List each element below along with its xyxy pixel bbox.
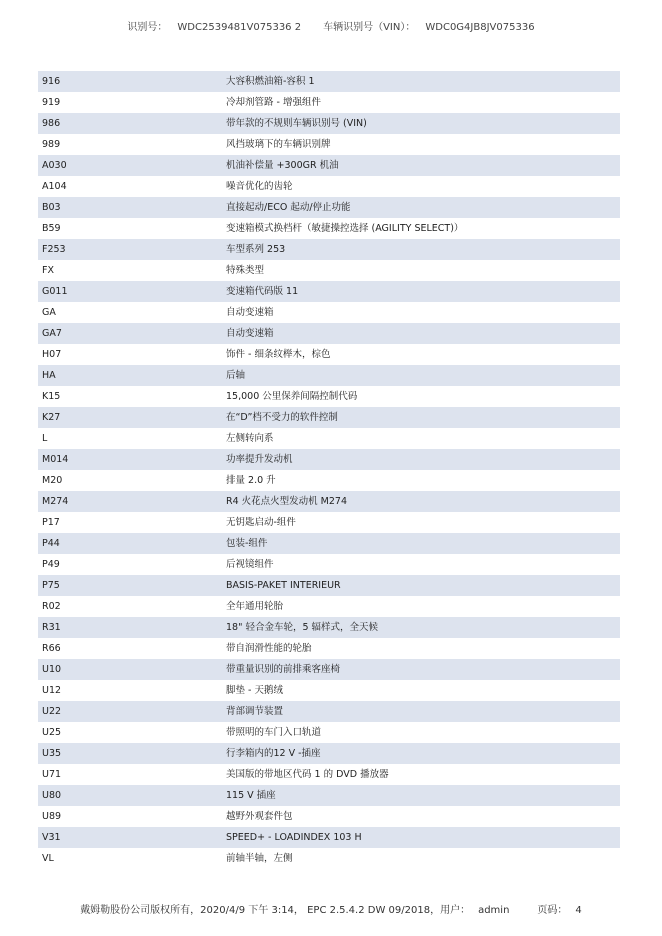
option-code: F253 [42, 244, 66, 255]
option-code: B59 [42, 223, 61, 234]
option-code: H07 [42, 349, 62, 360]
option-description: 冷却剂管路 - 增强组件 [226, 97, 321, 108]
table-row [38, 533, 620, 554]
table-row [38, 638, 620, 659]
option-code: U71 [42, 769, 62, 780]
table-row [38, 92, 620, 113]
option-code: FX [42, 265, 54, 276]
option-description: 带照明的车门入口轨道 [226, 727, 322, 738]
option-code: R66 [42, 643, 61, 654]
option-description: 风挡玻璃下的车辆识别牌 [226, 139, 331, 150]
option-description: 越野外观套件包 [226, 811, 293, 822]
option-description: 大容积燃油箱-容积 1 [226, 76, 315, 87]
vin-value: WDC0G4JB8JV075336 [425, 22, 535, 33]
option-code-table [38, 71, 620, 869]
option-description: 车型系列 253 [226, 244, 286, 255]
option-description: 左侧转向系 [226, 433, 274, 444]
table-row [38, 722, 620, 743]
table-row [38, 491, 620, 512]
table-row [38, 827, 620, 848]
option-code: 989 [42, 139, 61, 150]
option-description: 行李箱内的12 V -插座 [226, 748, 321, 759]
table-row [38, 281, 620, 302]
table-row [38, 512, 620, 533]
option-code: U89 [42, 811, 62, 822]
table-row [38, 680, 620, 701]
option-code: P17 [42, 517, 60, 528]
option-description: 15,000 公里保养间隔控制代码 [226, 391, 358, 402]
option-code: GA7 [42, 328, 62, 339]
option-code: U35 [42, 748, 62, 759]
table-row [38, 848, 620, 869]
option-description: 变速箱代码版 11 [226, 286, 299, 297]
table-row [38, 113, 620, 134]
option-code: V31 [42, 832, 61, 843]
table-row [38, 428, 620, 449]
table-row [38, 155, 620, 176]
table-row [38, 554, 620, 575]
table-row [38, 470, 620, 491]
option-description: 带重量识别的前排乘客座椅 [226, 664, 341, 675]
table-row [38, 596, 620, 617]
option-description: 带自润滑性能的轮胎 [226, 643, 312, 654]
table-row [38, 365, 620, 386]
option-code: R02 [42, 601, 61, 612]
option-code: L [42, 433, 48, 444]
copyright-text: 戴姆勒股份公司版权所有，2020/4/9 下午 3:14， EPC 2.5.4.2 DW 09/2018，用户： [80, 905, 471, 916]
option-description: 噪音优化的齿轮 [226, 181, 293, 192]
option-description: 变速箱模式换档杆（敏捷操控选择 (AGILITY SELECT)） [226, 223, 464, 234]
option-code: P49 [42, 559, 60, 570]
table-row [38, 785, 620, 806]
option-description: 脚垫 - 天鹅绒 [226, 685, 283, 696]
option-code: 919 [42, 97, 61, 108]
option-description: 背部调节装置 [226, 706, 284, 717]
table-row [38, 260, 620, 281]
page-header [0, 18, 662, 33]
option-code: B03 [42, 202, 61, 213]
option-description: 排量 2.0 升 [226, 475, 276, 486]
table-row [38, 407, 620, 428]
table-row [38, 302, 620, 323]
page-number: 4 [575, 905, 582, 916]
option-code: A104 [42, 181, 67, 192]
option-code: P44 [42, 538, 60, 549]
option-code: A030 [42, 160, 67, 171]
option-code: GA [42, 307, 56, 318]
user-name: admin [478, 905, 510, 916]
id-value: WDC2539481V075336 2 [177, 22, 302, 33]
option-description: 功率提升发动机 [226, 454, 293, 465]
option-description: 直接起动/ECO 起动/停止功能 [226, 202, 351, 213]
option-description: 机油补偿量 +300GR 机油 [226, 160, 339, 171]
option-description: 全年通用轮胎 [226, 601, 284, 612]
option-description: 后视镜组件 [226, 559, 274, 570]
table-row [38, 449, 620, 470]
option-description: 前轴半轴，左侧 [226, 853, 293, 864]
option-code: U10 [42, 664, 62, 675]
option-code: U12 [42, 685, 62, 696]
option-code: 916 [42, 76, 61, 87]
option-code: 986 [42, 118, 61, 129]
option-description: 特殊类型 [226, 265, 265, 276]
option-code: G011 [42, 286, 68, 297]
option-code: M274 [42, 496, 69, 507]
option-description: 在“D”档不受力的软件控制 [226, 412, 338, 423]
option-code: HA [42, 370, 56, 381]
option-description: 18" 轻合金车轮，5 辐样式，全天候 [226, 622, 379, 633]
option-description: 自动变速箱 [226, 307, 274, 318]
vin-label: 车辆识别号（VIN）： [323, 22, 416, 33]
option-description: 饰件 - 细条纹榉木，棕色 [226, 349, 331, 360]
table-row [38, 743, 620, 764]
option-description: R4 火花点火型发动机 M274 [226, 496, 348, 507]
table-row [38, 386, 620, 407]
option-description: 115 V 插座 [226, 790, 276, 801]
page-footer [0, 901, 662, 916]
table-row [38, 575, 620, 596]
option-description: BASIS-PAKET INTERIEUR [226, 580, 341, 591]
option-code: P75 [42, 580, 60, 591]
option-description: 带年款的不规则车辆识别号 (VIN) [226, 118, 367, 129]
table-row [38, 197, 620, 218]
option-code: VL [42, 853, 54, 864]
option-description: 包装-组件 [226, 538, 268, 549]
table-row [38, 323, 620, 344]
option-description: 后轴 [226, 370, 246, 381]
table-row [38, 764, 620, 785]
option-code: M014 [42, 454, 69, 465]
table-row [38, 176, 620, 197]
page-label: 页码： [537, 905, 568, 916]
option-description: SPEED+ - LOADINDEX 103 H [226, 832, 362, 843]
option-code: K15 [42, 391, 61, 402]
table-row [38, 218, 620, 239]
option-code: M20 [42, 475, 63, 486]
table-row [38, 806, 620, 827]
option-description: 自动变速箱 [226, 328, 274, 339]
table-row [38, 617, 620, 638]
table-row [38, 344, 620, 365]
option-code: U25 [42, 727, 62, 738]
table-row [38, 239, 620, 260]
table-row [38, 134, 620, 155]
option-description: 美国版的带地区代码 1 的 DVD 播放器 [226, 769, 389, 780]
table-row [38, 659, 620, 680]
option-code: U22 [42, 706, 62, 717]
option-code: K27 [42, 412, 61, 423]
option-description: 无钥匙启动-组件 [226, 517, 296, 528]
table-row [38, 701, 620, 722]
option-code: R31 [42, 622, 61, 633]
table-row [38, 71, 620, 92]
id-label: 识别号： [127, 22, 168, 33]
option-code: U80 [42, 790, 62, 801]
